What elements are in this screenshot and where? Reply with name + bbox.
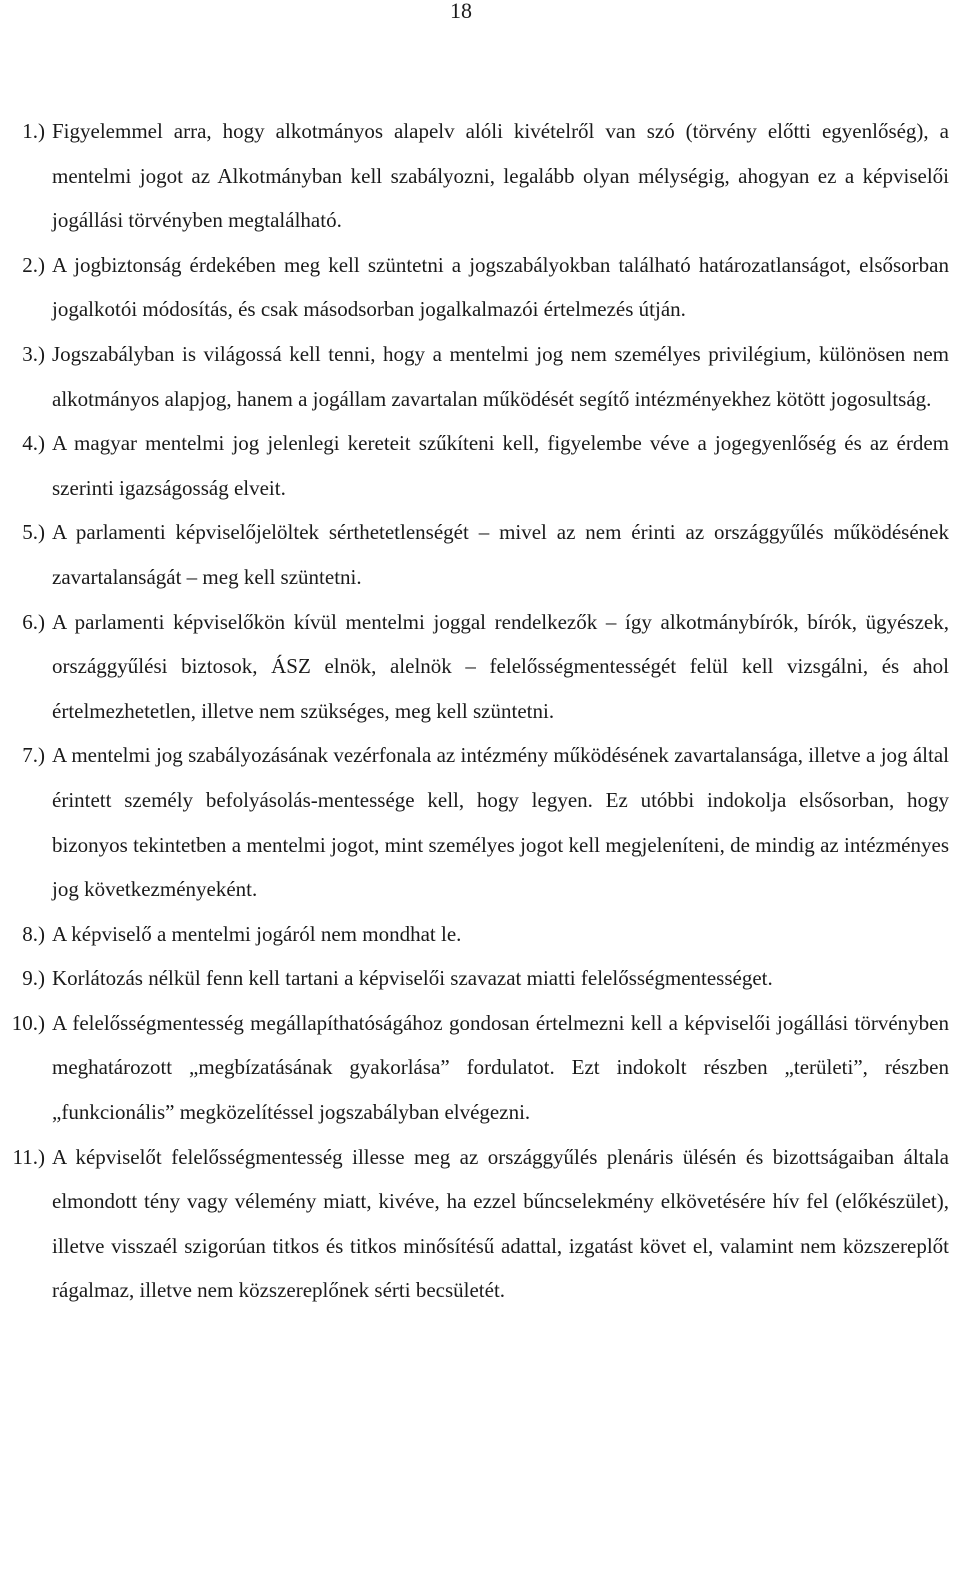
item-text: Figyelemmel arra, hogy alkotmányos alapelv alóli kivételről van szó (törvény előtti egyenlőség), a mentelmi jogot az Alkotmányban kell szabályozni, legalább olyan mélységig, ahogyan ez a képviselői jogállási törvényben megtalálható. (52, 119, 949, 233)
item-text: A felelősségmentesség megállapíthatóságához gondosan értelmezni kell a képviselői jogállási törvényben meghatározott „megbízatásának gyakorlása” fordulatot. Ezt indokolt részben „területi”, részben „funkcionális” megközelítéssel jogszabályban elvégezni. (52, 1010, 949, 1125)
item-number: 2.) (22, 252, 45, 277)
item-text: A képviselő a mentelmi jogáról nem mondhat le. (52, 921, 462, 946)
item-text: A parlamenti képviselőjelöltek sérthetetlenségét – mivel az nem érinti az országgyűlés működésének zavartalanságát – meg kell szüntetni. (52, 520, 949, 589)
item-number: 8.) (22, 921, 45, 946)
item-text: A képviselőt felelősségmentesség illesse meg az országgyűlés plenáris ülésén és bizottságaiban általa elmondott tény vagy vélemény miatt, kivéve, ha ezzel bűncselekmény elkövetésére hív fel (előkészület), illetve visszaél szigorúan titkos és titkos minősítésű adattal, izgatást követ el, valamint nem közszereplőt rágalmaz, illetve nem közszereplőnek sérti becsületét. (52, 1144, 949, 1303)
item-number: 11.) (12, 1144, 45, 1169)
list-item (0, 733, 960, 911)
item-text: A mentelmi jog szabályozásának vezérfonala az intézmény működésének zavartalansága, illetve a jog által érintett személy befolyásolás-mentessége kell, hogy legyen. Ez utóbbi indokolja elsősorban, hogy bizonyos tekintetben a mentelmi jogot, mint személyes jogot kell megjeleníteni, de mindig az intézményes jog következményeként. (52, 743, 949, 902)
page-number: 18 (450, 0, 472, 23)
item-text: Jogszabályban is világossá kell tenni, hogy a mentelmi jog nem személyes privilégium, különösen nem alkotmányos alapjog, hanem a jogállam zavartalan működését segítő intézményekhez kötött jogosultság. (52, 341, 949, 411)
list-item (0, 421, 960, 510)
item-text: A jogbiztonság érdekében meg kell szüntetni a jogszabályokban található határozatlanságot, elsősorban jogalkotói módosítás, és csak másodsorban jogalkalmazói értelmezés útján. (52, 252, 949, 322)
list-item (0, 1001, 960, 1135)
list-item (0, 912, 960, 957)
item-number: 10.) (11, 1010, 45, 1035)
list-item (0, 109, 960, 243)
list-item (0, 956, 960, 1001)
item-number: 5.) (22, 520, 45, 545)
item-number: 7.) (22, 743, 45, 768)
item-number: 9.) (22, 966, 45, 991)
item-text: A magyar mentelmi jog jelenlegi kereteit szűkíteni kell, figyelembe véve a jogegyenlőség és az érdem szerinti igazságosság elveit. (52, 431, 949, 500)
item-number: 3.) (22, 341, 45, 366)
list-item (0, 510, 960, 599)
item-text: Korlátozás nélkül fenn kell tartani a képviselői szavazat miatti felelősségmentességet. (52, 966, 773, 991)
list-item (0, 1135, 960, 1313)
list-item (0, 332, 960, 421)
item-number: 6.) (22, 609, 45, 634)
list-item (0, 243, 960, 332)
list-item (0, 600, 960, 734)
recommendations-list (0, 109, 960, 1313)
item-number: 1.) (22, 119, 45, 143)
item-text: A parlamenti képviselőkön kívül mentelmi joggal rendelkezők – így alkotmánybírók, bírók, ügyészek, országgyűlési biztosok, ÁSZ elnök, alelnök – felelősségmentességét felül kell vizsgálni, és ahol értelmezhetetlen, illetve nem szükséges, meg kell szüntetni. (52, 609, 949, 723)
item-number: 4.) (22, 431, 45, 456)
